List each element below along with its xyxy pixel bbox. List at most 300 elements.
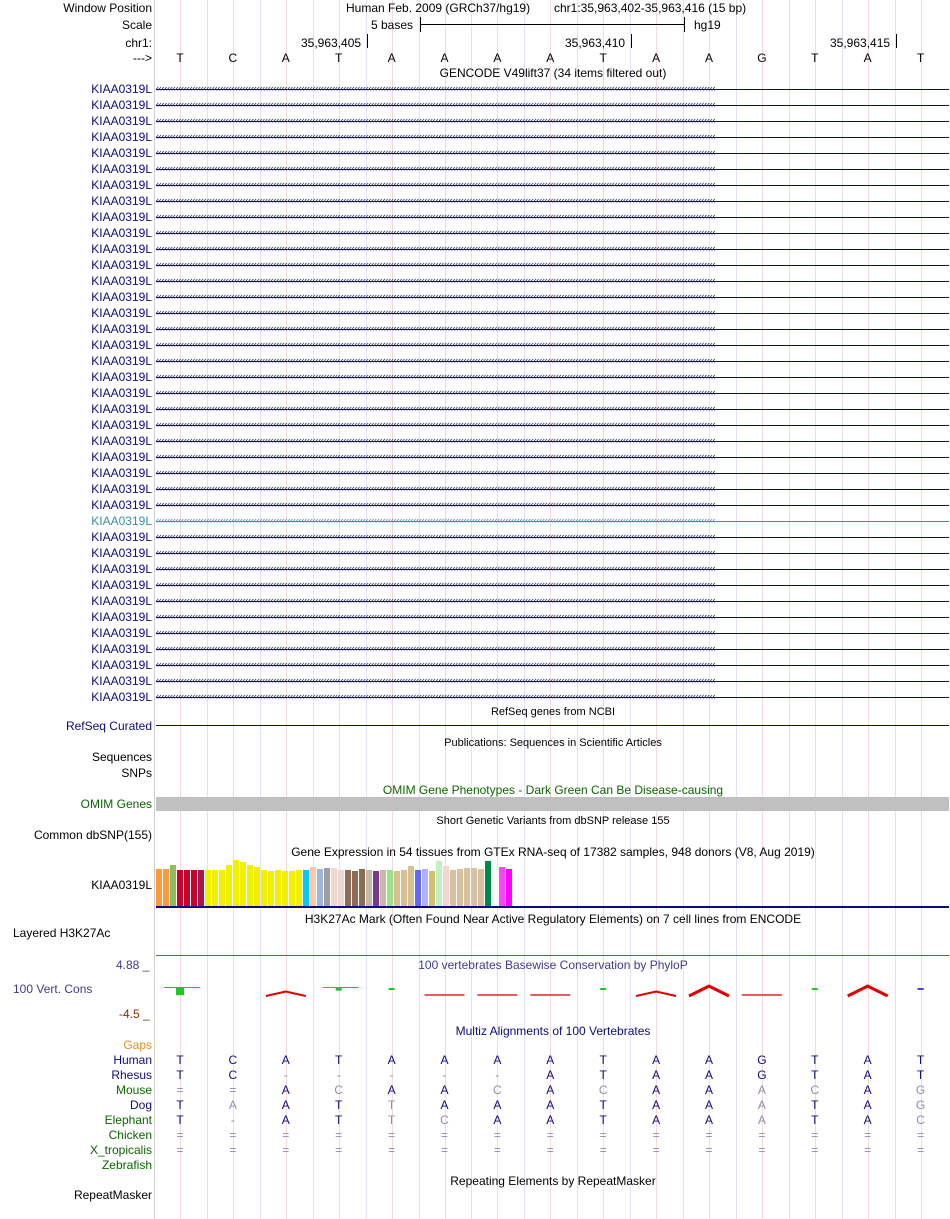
strand-arrows: ‹‹‹‹‹‹‹‹‹‹‹‹‹‹‹‹‹‹‹‹‹‹‹‹‹‹‹‹‹‹‹‹‹‹‹‹‹‹‹‹‹‹‹‹‹‹‹‹‹‹‹‹‹‹‹‹‹‹‹‹‹‹‹‹‹‹‹‹‹‹‹‹‹‹‹‹‹‹‹‹‹‹‹‹‹‹‹‹‹‹‹‹‹‹‹‹‹‹‹‹‹‹‹‹‹‹‹‹‹‹‹‹‹‹‹‹‹‹‹‹‹‹‹‹‹‹‹‹‹‹‹‹‹‹‹‹‹‹‹‹‹‹‹‹‹‹‹‹‹‹‹‹‹‹‹‹‹‹‹‹‹‹‹‹‹‹‹‹‹‹‹‹‹‹‹‹‹‹‹‹‹‹‹‹‹‹‹‹‹‹‹‹‹‹‹‹‹‹‹‹ [156,117,716,125]
phylop-label[interactable]: 100 Vert. Cons [13,982,93,996]
gencode-transcript[interactable] [156,517,949,526]
phylop-bar [600,988,606,990]
strand-arrows: ‹‹‹‹‹‹‹‹‹‹‹‹‹‹‹‹‹‹‹‹‹‹‹‹‹‹‹‹‹‹‹‹‹‹‹‹‹‹‹‹‹‹‹‹‹‹‹‹‹‹‹‹‹‹‹‹‹‹‹‹‹‹‹‹‹‹‹‹‹‹‹‹‹‹‹‹‹‹‹‹‹‹‹‹‹‹‹‹‹‹‹‹‹‹‹‹‹‹‹‹‹‹‹‹‹‹‹‹‹‹‹‹‹‹‹‹‹‹‹‹‹‹‹‹‹‹‹‹‹‹‹‹‹‹‹‹‹‹‹‹‹‹‹‹‹‹‹‹‹‹‹‹‹‹‹‹‹‹‹‹‹‹‹‹‹‹‹‹‹‹‹‹‹‹‹‹‹‹‹‹‹‹‹‹‹‹‹‹‹‹‹‹‹‹‹‹‹‹‹‹ [156,661,716,669]
gencode-transcript[interactable] [156,437,949,446]
gencode-gene-label[interactable]: KIAA0319L [91,402,152,416]
gtex-tissue-bar[interactable] [268,871,274,906]
tick-label: 35,963,405 [301,36,362,50]
multiz-species-label[interactable]: X_tropicalis [89,1143,152,1157]
gtex-tissue-bar[interactable] [394,871,400,906]
gencode-gene-label[interactable]: KIAA0319L [91,210,152,224]
strand-arrows: ‹‹‹‹‹‹‹‹‹‹‹‹‹‹‹‹‹‹‹‹‹‹‹‹‹‹‹‹‹‹‹‹‹‹‹‹‹‹‹‹‹‹‹‹‹‹‹‹‹‹‹‹‹‹‹‹‹‹‹‹‹‹‹‹‹‹‹‹‹‹‹‹‹‹‹‹‹‹‹‹‹‹‹‹‹‹‹‹‹‹‹‹‹‹‹‹‹‹‹‹‹‹‹‹‹‹‹‹‹‹‹‹‹‹‹‹‹‹‹‹‹‹‹‹‹‹‹‹‹‹‹‹‹‹‹‹‹‹‹‹‹‹‹‹‹‹‹‹‹‹‹‹‹‹‹‹‹‹‹‹‹‹‹‹‹‹‹‹‹‹‹‹‹‹‹‹‹‹‹‹‹‹‹‹‹‹‹‹‹‹‹‹‹‹‹‹‹‹‹‹ [156,533,716,541]
gencode-transcript[interactable] [156,373,949,382]
strand-arrows: ‹‹‹‹‹‹‹‹‹‹‹‹‹‹‹‹‹‹‹‹‹‹‹‹‹‹‹‹‹‹‹‹‹‹‹‹‹‹‹‹‹‹‹‹‹‹‹‹‹‹‹‹‹‹‹‹‹‹‹‹‹‹‹‹‹‹‹‹‹‹‹‹‹‹‹‹‹‹‹‹‹‹‹‹‹‹‹‹‹‹‹‹‹‹‹‹‹‹‹‹‹‹‹‹‹‹‹‹‹‹‹‹‹‹‹‹‹‹‹‹‹‹‹‹‹‹‹‹‹‹‹‹‹‹‹‹‹‹‹‹‹‹‹‹‹‹‹‹‹‹‹‹‹‹‹‹‹‹‹‹‹‹‹‹‹‹‹‹‹‹‹‹‹‹‹‹‹‹‹‹‹‹‹‹‹‹‹‹‹‹‹‹‹‹‹‹‹‹‹‹ [156,165,716,173]
gtex-tissue-bar[interactable] [352,871,358,906]
gtex-tissue-bar[interactable] [310,867,316,906]
gtex-tissue-bar[interactable] [317,869,323,906]
multiz-base: A [704,1083,713,1097]
gencode-transcript[interactable] [156,309,949,318]
gtex-tissue-bar[interactable] [303,870,309,906]
multiz-species-label[interactable]: Human [113,1053,152,1067]
strand-arrows: ‹‹‹‹‹‹‹‹‹‹‹‹‹‹‹‹‹‹‹‹‹‹‹‹‹‹‹‹‹‹‹‹‹‹‹‹‹‹‹‹‹‹‹‹‹‹‹‹‹‹‹‹‹‹‹‹‹‹‹‹‹‹‹‹‹‹‹‹‹‹‹‹‹‹‹‹‹‹‹‹‹‹‹‹‹‹‹‹‹‹‹‹‹‹‹‹‹‹‹‹‹‹‹‹‹‹‹‹‹‹‹‹‹‹‹‹‹‹‹‹‹‹‹‹‹‹‹‹‹‹‹‹‹‹‹‹‹‹‹‹‹‹‹‹‹‹‹‹‹‹‹‹‹‹‹‹‹‹‹‹‹‹‹‹‹‹‹‹‹‹‹‹‹‹‹‹‹‹‹‹‹‹‹‹‹‹‹‹‹‹‹‹‹‹‹‹‹‹‹‹ [156,597,716,605]
multiz-base: T [335,1053,343,1067]
gencode-transcript[interactable] [156,693,949,702]
gencode-transcript[interactable] [156,565,949,574]
multiz-base: A [546,1068,555,1082]
multiz-base: T [811,1068,819,1082]
gencode-gene-label[interactable]: KIAA0319L [91,498,152,512]
gencode-transcript[interactable] [156,341,949,350]
gtex-tissue-bar[interactable] [338,870,344,906]
gencode-gene-label[interactable]: KIAA0319L [91,594,152,608]
multiz-base: C [228,1068,238,1082]
multiz-base: A [863,1053,872,1067]
gencode-title[interactable]: GENCODE V49lift37 (34 items filtered out) [439,66,667,80]
multiz-base: A [863,1083,872,1097]
multiz-base: A [546,1053,555,1067]
gtex-tissue-bar[interactable] [457,869,463,906]
multiz-base: = [864,1128,872,1142]
multiz-base: = [546,1128,554,1142]
multiz-base: A [281,1098,290,1112]
gencode-transcript[interactable] [156,453,949,462]
multiz-species-label[interactable]: Rhesus [111,1068,152,1082]
dbsnp-label[interactable]: Common dbSNP(155) [33,828,152,842]
multiz-base: A [440,1098,449,1112]
gtex-tissue-bar[interactable] [282,871,288,906]
gencode-transcript[interactable] [156,293,949,302]
multiz-base: A [387,1053,396,1067]
multiz-base: - [495,1068,500,1082]
gtex-tissue-bar[interactable] [429,871,435,906]
multiz-base: = [176,1143,184,1157]
dna-base: A [863,51,872,65]
multiz-base: = [282,1128,290,1142]
gtex-tissue-bar[interactable] [275,870,281,906]
gencode-transcript[interactable] [156,325,949,334]
multiz-base: T [916,1068,925,1082]
gtex-baseline [156,906,949,908]
gtex-label[interactable]: KIAA0319L [91,878,152,892]
multiz-base: T [335,1113,343,1127]
gtex-tissue-bar[interactable] [415,870,421,906]
gencode-gene-label[interactable]: KIAA0319L [91,306,152,320]
gencode-transcript[interactable] [156,597,949,606]
gtex-tissue-bar[interactable] [289,871,295,906]
strand-label[interactable]: ---> [133,51,152,65]
gtex-tissue-bar[interactable] [212,870,218,906]
multiz-base: = [546,1143,554,1157]
strand-arrows: ‹‹‹‹‹‹‹‹‹‹‹‹‹‹‹‹‹‹‹‹‹‹‹‹‹‹‹‹‹‹‹‹‹‹‹‹‹‹‹‹‹‹‹‹‹‹‹‹‹‹‹‹‹‹‹‹‹‹‹‹‹‹‹‹‹‹‹‹‹‹‹‹‹‹‹‹‹‹‹‹‹‹‹‹‹‹‹‹‹‹‹‹‹‹‹‹‹‹‹‹‹‹‹‹‹‹‹‹‹‹‹‹‹‹‹‹‹‹‹‹‹‹‹‹‹‹‹‹‹‹‹‹‹‹‹‹‹‹‹‹‹‹‹‹‹‹‹‹‹‹‹‹‹‹‹‹‹‹‹‹‹‹‹‹‹‹‹‹‹‹‹‹‹‹‹‹‹‹‹‹‹‹‹‹‹‹‹‹‹‹‹‹‹‹‹‹‹‹‹‹ [156,245,716,253]
multiz-species-label[interactable]: Elephant [104,1113,152,1127]
strand-arrows: ‹‹‹‹‹‹‹‹‹‹‹‹‹‹‹‹‹‹‹‹‹‹‹‹‹‹‹‹‹‹‹‹‹‹‹‹‹‹‹‹‹‹‹‹‹‹‹‹‹‹‹‹‹‹‹‹‹‹‹‹‹‹‹‹‹‹‹‹‹‹‹‹‹‹‹‹‹‹‹‹‹‹‹‹‹‹‹‹‹‹‹‹‹‹‹‹‹‹‹‹‹‹‹‹‹‹‹‹‹‹‹‹‹‹‹‹‹‹‹‹‹‹‹‹‹‹‹‹‹‹‹‹‹‹‹‹‹‹‹‹‹‹‹‹‹‹‹‹‹‹‹‹‹‹‹‹‹‹‹‹‹‹‹‹‹‹‹‹‹‹‹‹‹‹‹‹‹‹‹‹‹‹‹‹‹‹‹‹‹‹‹‹‹‹‹‹‹‹‹‹ [156,293,716,301]
multiz-base: = [599,1128,607,1142]
gencode-gene-label[interactable]: KIAA0319L [91,418,152,432]
dna-base: G [757,51,767,65]
phylop-baseline-seg [164,987,200,988]
multiz-base: = [335,1128,343,1142]
gencode-transcript[interactable] [156,133,949,142]
multiz-species-label[interactable]: Dog [129,1098,152,1112]
gtex-tissue-bar[interactable] [373,871,379,906]
gencode-gene-label[interactable]: KIAA0319L [91,610,152,624]
gencode-transcript[interactable] [156,389,949,398]
multiz-base: A [652,1098,661,1112]
strand-arrows: ‹‹‹‹‹‹‹‹‹‹‹‹‹‹‹‹‹‹‹‹‹‹‹‹‹‹‹‹‹‹‹‹‹‹‹‹‹‹‹‹‹‹‹‹‹‹‹‹‹‹‹‹‹‹‹‹‹‹‹‹‹‹‹‹‹‹‹‹‹‹‹‹‹‹‹‹‹‹‹‹‹‹‹‹‹‹‹‹‹‹‹‹‹‹‹‹‹‹‹‹‹‹‹‹‹‹‹‹‹‹‹‹‹‹‹‹‹‹‹‹‹‹‹‹‹‹‹‹‹‹‹‹‹‹‹‹‹‹‹‹‹‹‹‹‹‹‹‹‹‹‹‹‹‹‹‹‹‹‹‹‹‹‹‹‹‹‹‹‹‹‹‹‹‹‹‹‹‹‹‹‹‹‹‹‹‹‹‹‹‹‹‹‹‹‹‹‹‹‹‹ [156,549,716,557]
multiz-base: T [599,1113,607,1127]
gencode-gene-label[interactable]: KIAA0319L [91,290,152,304]
phylop-plot[interactable] [156,970,950,1020]
gencode-gene-label[interactable]: KIAA0319L [91,658,152,672]
repeatmasker-label[interactable]: RepeatMasker [73,1188,152,1202]
refseq-gene-line[interactable] [156,725,949,726]
gencode-transcript[interactable] [156,213,949,222]
gtex-title[interactable]: Gene Expression in 54 tissues from GTEx RNA-seq of 17382 samples, 948 donors (V8, Aug 2019) [291,845,815,859]
gtex-tissue-bar[interactable] [331,868,337,906]
omim-label[interactable]: OMIM Genes [80,797,152,811]
scale-bar-left-cap [420,17,421,32]
gencode-transcript[interactable] [156,197,949,206]
gtex-tissue-bar[interactable] [177,870,183,906]
multiz-base: - [389,1068,394,1082]
multiz-base: = [388,1143,396,1157]
gencode-gene-label[interactable]: KIAA0319L [91,674,152,688]
gtex-tissue-bar[interactable] [205,870,211,906]
strand-arrows: ‹‹‹‹‹‹‹‹‹‹‹‹‹‹‹‹‹‹‹‹‹‹‹‹‹‹‹‹‹‹‹‹‹‹‹‹‹‹‹‹‹‹‹‹‹‹‹‹‹‹‹‹‹‹‹‹‹‹‹‹‹‹‹‹‹‹‹‹‹‹‹‹‹‹‹‹‹‹‹‹‹‹‹‹‹‹‹‹‹‹‹‹‹‹‹‹‹‹‹‹‹‹‹‹‹‹‹‹‹‹‹‹‹‹‹‹‹‹‹‹‹‹‹‹‹‹‹‹‹‹‹‹‹‹‹‹‹‹‹‹‹‹‹‹‹‹‹‹‹‹‹‹‹‹‹‹‹‹‹‹‹‹‹‹‹‹‹‹‹‹‹‹‹‹‹‹‹‹‹‹‹‹‹‹‹‹‹‹‹‹‹‹‹‹‹‹‹‹‹‹ [156,229,716,237]
multiz-base: A [704,1053,713,1067]
window-position-label: Window Position [63,1,152,15]
publications-snps-label[interactable]: SNPs [121,766,152,780]
strand-arrows: ‹‹‹‹‹‹‹‹‹‹‹‹‹‹‹‹‹‹‹‹‹‹‹‹‹‹‹‹‹‹‹‹‹‹‹‹‹‹‹‹‹‹‹‹‹‹‹‹‹‹‹‹‹‹‹‹‹‹‹‹‹‹‹‹‹‹‹‹‹‹‹‹‹‹‹‹‹‹‹‹‹‹‹‹‹‹‹‹‹‹‹‹‹‹‹‹‹‹‹‹‹‹‹‹‹‹‹‹‹‹‹‹‹‹‹‹‹‹‹‹‹‹‹‹‹‹‹‹‹‹‹‹‹‹‹‹‹‹‹‹‹‹‹‹‹‹‹‹‹‹‹‹‹‹‹‹‹‹‹‹‹‹‹‹‹‹‹‹‹‹‹‹‹‹‹‹‹‹‹‹‹‹‹‹‹‹‹‹‹‹‹‹‹‹‹‹‹‹‹‹ [156,693,716,701]
label-divider [154,0,155,1219]
gencode-transcript[interactable] [156,117,949,126]
multiz-base: T [335,1098,343,1112]
multiz-species-label[interactable]: Mouse [115,1083,152,1097]
multiz-base: A [228,1098,237,1112]
gtex-tissue-bar[interactable] [198,870,204,906]
gencode-gene-label[interactable]: KIAA0319L [91,146,152,160]
strand-arrows: ‹‹‹‹‹‹‹‹‹‹‹‹‹‹‹‹‹‹‹‹‹‹‹‹‹‹‹‹‹‹‹‹‹‹‹‹‹‹‹‹‹‹‹‹‹‹‹‹‹‹‹‹‹‹‹‹‹‹‹‹‹‹‹‹‹‹‹‹‹‹‹‹‹‹‹‹‹‹‹‹‹‹‹‹‹‹‹‹‹‹‹‹‹‹‹‹‹‹‹‹‹‹‹‹‹‹‹‹‹‹‹‹‹‹‹‹‹‹‹‹‹‹‹‹‹‹‹‹‹‹‹‹‹‹‹‹‹‹‹‹‹‹‹‹‹‹‹‹‹‹‹‹‹‹‹‹‹‹‹‹‹‹‹‹‹‹‹‹‹‹‹‹‹‹‹‹‹‹‹‹‹‹‹‹‹‹‹‹‹‹‹‹‹‹‹‹‹‹‹‹ [156,261,716,269]
assembly-text: Human Feb. 2009 (GRCh37/hg19) [346,1,531,15]
gencode-transcript[interactable] [156,101,949,110]
gtex-tissue-bar[interactable] [366,870,372,906]
refseq-label[interactable]: RefSeq Curated [65,719,152,733]
multiz-base: = [917,1143,925,1157]
phylop-bar [176,988,184,995]
gencode-gene-label[interactable]: KIAA0319L [91,546,152,560]
gtex-tissue-bar[interactable] [436,861,442,906]
gencode-gene-label[interactable]: KIAA0319L [91,434,152,448]
multiz-species-label[interactable]: Chicken [108,1128,152,1142]
multiz-base: = [758,1143,766,1157]
gencode-transcript[interactable] [156,245,949,254]
gtex-tissue-bar[interactable] [261,870,267,906]
dbsnp-title[interactable]: Short Genetic Variants from dbSNP release 155 [436,815,670,827]
strand-arrows: ‹‹‹‹‹‹‹‹‹‹‹‹‹‹‹‹‹‹‹‹‹‹‹‹‹‹‹‹‹‹‹‹‹‹‹‹‹‹‹‹‹‹‹‹‹‹‹‹‹‹‹‹‹‹‹‹‹‹‹‹‹‹‹‹‹‹‹‹‹‹‹‹‹‹‹‹‹‹‹‹‹‹‹‹‹‹‹‹‹‹‹‹‹‹‹‹‹‹‹‹‹‹‹‹‹‹‹‹‹‹‹‹‹‹‹‹‹‹‹‹‹‹‹‹‹‹‹‹‹‹‹‹‹‹‹‹‹‹‹‹‹‹‹‹‹‹‹‹‹‹‹‹‹‹‹‹‹‹‹‹‹‹‹‹‹‹‹‹‹‹‹‹‹‹‹‹‹‹‹‹‹‹‹‹‹‹‹‹‹‹‹‹‹‹‹‹‹‹‹‹ [156,581,716,589]
multiz-base: = [176,1128,184,1142]
multiz-base: A [281,1083,290,1097]
multiz-base: A [440,1083,449,1097]
gencode-gene-label[interactable]: KIAA0319L [91,562,152,576]
tick-label: 35,963,410 [565,36,626,50]
tick-mark [367,34,368,48]
multiz-base: A [546,1098,555,1112]
gencode-transcript[interactable] [156,661,949,670]
multiz-base: A [704,1113,713,1127]
strand-arrows: ‹‹‹‹‹‹‹‹‹‹‹‹‹‹‹‹‹‹‹‹‹‹‹‹‹‹‹‹‹‹‹‹‹‹‹‹‹‹‹‹‹‹‹‹‹‹‹‹‹‹‹‹‹‹‹‹‹‹‹‹‹‹‹‹‹‹‹‹‹‹‹‹‹‹‹‹‹‹‹‹‹‹‹‹‹‹‹‹‹‹‹‹‹‹‹‹‹‹‹‹‹‹‹‹‹‹‹‹‹‹‹‹‹‹‹‹‹‹‹‹‹‹‹‹‹‹‹‹‹‹‹‹‹‹‹‹‹‹‹‹‹‹‹‹‹‹‹‹‹‹‹‹‹‹‹‹‹‹‹‹‹‹‹‹‹‹‹‹‹‹‹‹‹‹‹‹‹‹‹‹‹‹‹‹‹‹‹‹‹‹‹‹‹‹‹‹‹‹‹‹ [156,517,716,525]
gencode-transcript[interactable] [156,501,949,510]
strand-arrows: ‹‹‹‹‹‹‹‹‹‹‹‹‹‹‹‹‹‹‹‹‹‹‹‹‹‹‹‹‹‹‹‹‹‹‹‹‹‹‹‹‹‹‹‹‹‹‹‹‹‹‹‹‹‹‹‹‹‹‹‹‹‹‹‹‹‹‹‹‹‹‹‹‹‹‹‹‹‹‹‹‹‹‹‹‹‹‹‹‹‹‹‹‹‹‹‹‹‹‹‹‹‹‹‹‹‹‹‹‹‹‹‹‹‹‹‹‹‹‹‹‹‹‹‹‹‹‹‹‹‹‹‹‹‹‹‹‹‹‹‹‹‹‹‹‹‹‹‹‹‹‹‹‹‹‹‹‹‹‹‹‹‹‹‹‹‹‹‹‹‹‹‹‹‹‹‹‹‹‹‹‹‹‹‹‹‹‹‹‹‹‹‹‹‹‹‹‹‹‹‹ [156,629,716,637]
gencode-gene-label[interactable]: KIAA0319L [91,226,152,240]
phylop-min-label: -4.5 _ [119,1007,150,1021]
gtex-tissue-bar[interactable] [219,870,225,906]
multiz-base: T [599,1098,607,1112]
gencode-gene-label[interactable]: KIAA0319L [91,466,152,480]
gencode-transcript[interactable] [156,181,949,190]
gtex-tissue-bar[interactable] [478,869,484,906]
h3k27ac-title[interactable]: H3K27Ac Mark (Often Found Near Active Regulatory Elements) on 7 cell lines from ENCODE [304,912,802,926]
gencode-gene-label[interactable]: KIAA0319L [91,690,152,704]
gencode-transcript[interactable] [156,629,949,638]
gtex-tissue-bar[interactable] [450,870,456,906]
scale-bar [420,24,684,25]
multiz-base: T [811,1113,819,1127]
multiz-base: - [283,1068,288,1082]
phylop-peak [848,986,888,996]
gtex-tissue-bar[interactable] [247,865,253,906]
gtex-tissue-bar[interactable] [233,860,239,906]
gtex-tissue-bar[interactable] [296,870,302,906]
multiz-base: T [599,1053,607,1067]
strand-arrows: ‹‹‹‹‹‹‹‹‹‹‹‹‹‹‹‹‹‹‹‹‹‹‹‹‹‹‹‹‹‹‹‹‹‹‹‹‹‹‹‹‹‹‹‹‹‹‹‹‹‹‹‹‹‹‹‹‹‹‹‹‹‹‹‹‹‹‹‹‹‹‹‹‹‹‹‹‹‹‹‹‹‹‹‹‹‹‹‹‹‹‹‹‹‹‹‹‹‹‹‹‹‹‹‹‹‹‹‹‹‹‹‹‹‹‹‹‹‹‹‹‹‹‹‹‹‹‹‹‹‹‹‹‹‹‹‹‹‹‹‹‹‹‹‹‹‹‹‹‹‹‹‹‹‹‹‹‹‹‹‹‹‹‹‹‹‹‹‹‹‹‹‹‹‹‹‹‹‹‹‹‹‹‹‹‹‹‹‹‹‹‹‹‹‹‹‹‹‹‹‹ [156,133,716,141]
scale-bar-right-cap [684,17,685,32]
strand-arrows: ‹‹‹‹‹‹‹‹‹‹‹‹‹‹‹‹‹‹‹‹‹‹‹‹‹‹‹‹‹‹‹‹‹‹‹‹‹‹‹‹‹‹‹‹‹‹‹‹‹‹‹‹‹‹‹‹‹‹‹‹‹‹‹‹‹‹‹‹‹‹‹‹‹‹‹‹‹‹‹‹‹‹‹‹‹‹‹‹‹‹‹‹‹‹‹‹‹‹‹‹‹‹‹‹‹‹‹‹‹‹‹‹‹‹‹‹‹‹‹‹‹‹‹‹‹‹‹‹‹‹‹‹‹‹‹‹‹‹‹‹‹‹‹‹‹‹‹‹‹‹‹‹‹‹‹‹‹‹‹‹‹‹‹‹‹‹‹‹‹‹‹‹‹‹‹‹‹‹‹‹‹‹‹‹‹‹‹‹‹‹‹‹‹‹‹‹‹‹‹‹ [156,101,716,109]
multiz-base: = [440,1128,448,1142]
gtex-tissue-bar[interactable] [156,869,162,906]
strand-arrows: ‹‹‹‹‹‹‹‹‹‹‹‹‹‹‹‹‹‹‹‹‹‹‹‹‹‹‹‹‹‹‹‹‹‹‹‹‹‹‹‹‹‹‹‹‹‹‹‹‹‹‹‹‹‹‹‹‹‹‹‹‹‹‹‹‹‹‹‹‹‹‹‹‹‹‹‹‹‹‹‹‹‹‹‹‹‹‹‹‹‹‹‹‹‹‹‹‹‹‹‹‹‹‹‹‹‹‹‹‹‹‹‹‹‹‹‹‹‹‹‹‹‹‹‹‹‹‹‹‹‹‹‹‹‹‹‹‹‹‹‹‹‹‹‹‹‹‹‹‹‹‹‹‹‹‹‹‹‹‹‹‹‹‹‹‹‹‹‹‹‹‹‹‹‹‹‹‹‹‹‹‹‹‹‹‹‹‹‹‹‹‹‹‹‹‹‹‹‹‹‹ [156,213,716,221]
strand-arrows: ‹‹‹‹‹‹‹‹‹‹‹‹‹‹‹‹‹‹‹‹‹‹‹‹‹‹‹‹‹‹‹‹‹‹‹‹‹‹‹‹‹‹‹‹‹‹‹‹‹‹‹‹‹‹‹‹‹‹‹‹‹‹‹‹‹‹‹‹‹‹‹‹‹‹‹‹‹‹‹‹‹‹‹‹‹‹‹‹‹‹‹‹‹‹‹‹‹‹‹‹‹‹‹‹‹‹‹‹‹‹‹‹‹‹‹‹‹‹‹‹‹‹‹‹‹‹‹‹‹‹‹‹‹‹‹‹‹‹‹‹‹‹‹‹‹‹‹‹‹‹‹‹‹‹‹‹‹‹‹‹‹‹‹‹‹‹‹‹‹‹‹‹‹‹‹‹‹‹‹‹‹‹‹‹‹‹‹‹‹‹‹‹‹‹‹‹‹‹‹‹ [156,645,716,653]
gencode-transcript[interactable] [156,277,949,286]
multiz-base: = [917,1128,925,1142]
multiz-base: = [705,1128,713,1142]
gencode-gene-label[interactable]: KIAA0319L [91,450,152,464]
publications-sequences-label[interactable]: Sequences [91,750,152,764]
gtex-tissue-bar[interactable] [492,868,498,906]
multiz-base: = [705,1143,713,1157]
gtex-tissue-bar[interactable] [163,869,169,906]
gencode-transcript[interactable] [156,469,949,478]
gtex-tissue-bar[interactable] [422,869,428,906]
multiz-base: = [493,1128,501,1142]
strand-arrows: ‹‹‹‹‹‹‹‹‹‹‹‹‹‹‹‹‹‹‹‹‹‹‹‹‹‹‹‹‹‹‹‹‹‹‹‹‹‹‹‹‹‹‹‹‹‹‹‹‹‹‹‹‹‹‹‹‹‹‹‹‹‹‹‹‹‹‹‹‹‹‹‹‹‹‹‹‹‹‹‹‹‹‹‹‹‹‹‹‹‹‹‹‹‹‹‹‹‹‹‹‹‹‹‹‹‹‹‹‹‹‹‹‹‹‹‹‹‹‹‹‹‹‹‹‹‹‹‹‹‹‹‹‹‹‹‹‹‹‹‹‹‹‹‹‹‹‹‹‹‹‹‹‹‹‹‹‹‹‹‹‹‹‹‹‹‹‹‹‹‹‹‹‹‹‹‹‹‹‹‹‹‹‹‹‹‹‹‹‹‹‹‹‹‹‹‹‹‹‹‹ [156,325,716,333]
gencode-gene-label[interactable]: KIAA0319L [91,642,152,656]
multiz-base: A [757,1113,766,1127]
gencode-gene-label[interactable]: KIAA0319L [91,130,152,144]
gtex-tissue-bar[interactable] [499,867,505,906]
multiz-base: = [811,1143,819,1157]
multiz-base: = [758,1128,766,1142]
phylop-peak [689,986,729,996]
gtex-tissue-bar[interactable] [464,868,470,906]
omim-title[interactable]: OMIM Gene Phenotypes - Dark Green Can Be Disease-causing [382,783,724,797]
scale-db: hg19 [694,18,721,32]
multiz-title[interactable]: Multiz Alignments of 100 Vertebrates [455,1024,651,1038]
multiz-base: = [440,1143,448,1157]
multiz-base: C [810,1083,820,1097]
gencode-transcript[interactable] [156,165,949,174]
gencode-gene-label[interactable]: KIAA0319L [91,162,152,176]
strand-arrows: ‹‹‹‹‹‹‹‹‹‹‹‹‹‹‹‹‹‹‹‹‹‹‹‹‹‹‹‹‹‹‹‹‹‹‹‹‹‹‹‹‹‹‹‹‹‹‹‹‹‹‹‹‹‹‹‹‹‹‹‹‹‹‹‹‹‹‹‹‹‹‹‹‹‹‹‹‹‹‹‹‹‹‹‹‹‹‹‹‹‹‹‹‹‹‹‹‹‹‹‹‹‹‹‹‹‹‹‹‹‹‹‹‹‹‹‹‹‹‹‹‹‹‹‹‹‹‹‹‹‹‹‹‹‹‹‹‹‹‹‹‹‹‹‹‹‹‹‹‹‹‹‹‹‹‹‹‹‹‹‹‹‹‹‹‹‹‹‹‹‹‹‹‹‹‹‹‹‹‹‹‹‹‹‹‹‹‹‹‹‹‹‹‹‹‹‹‹‹‹‹ [156,309,716,317]
multiz-base: C [598,1083,608,1097]
gencode-transcript[interactable] [156,421,949,430]
phylop-bar [530,994,570,996]
multiz-base: G [757,1068,767,1082]
gencode-transcript[interactable] [156,533,949,542]
gencode-transcript[interactable] [156,677,949,686]
gencode-transcript[interactable] [156,485,949,494]
scale-label: Scale [121,18,152,32]
multiz-base: T [176,1068,184,1082]
multiz-base: A [281,1053,290,1067]
gtex-tissue-bar[interactable] [506,869,512,906]
multiz-base: A [652,1068,661,1082]
gencode-transcript[interactable] [156,261,949,270]
strand-arrows: ‹‹‹‹‹‹‹‹‹‹‹‹‹‹‹‹‹‹‹‹‹‹‹‹‹‹‹‹‹‹‹‹‹‹‹‹‹‹‹‹‹‹‹‹‹‹‹‹‹‹‹‹‹‹‹‹‹‹‹‹‹‹‹‹‹‹‹‹‹‹‹‹‹‹‹‹‹‹‹‹‹‹‹‹‹‹‹‹‹‹‹‹‹‹‹‹‹‹‹‹‹‹‹‹‹‹‹‹‹‹‹‹‹‹‹‹‹‹‹‹‹‹‹‹‹‹‹‹‹‹‹‹‹‹‹‹‹‹‹‹‹‹‹‹‹‹‹‹‹‹‹‹‹‹‹‹‹‹‹‹‹‹‹‹‹‹‹‹‹‹‹‹‹‹‹‹‹‹‹‹‹‹‹‹‹‹‹‹‹‹‹‹‹‹‹‹‹‹‹‹ [156,373,716,381]
gencode-gene-label[interactable]: KIAA0319L [91,194,152,208]
multiz-base: A [546,1113,555,1127]
gencode-gene-label[interactable]: KIAA0319L [91,386,152,400]
gencode-gene-label[interactable]: KIAA0319L [91,274,152,288]
dna-base: A [281,51,290,65]
multiz-base: A [863,1068,872,1082]
dna-base: C [228,51,238,65]
gencode-transcript[interactable] [156,357,949,366]
gencode-transcript[interactable] [156,549,949,558]
gencode-gene-label[interactable]: KIAA0319L [91,178,152,192]
gencode-gene-label[interactable]: KIAA0319L [91,82,152,96]
gtex-tissue-bar[interactable] [254,867,260,906]
multiz-base: - [336,1068,341,1082]
gtex-tissue-bar[interactable] [345,870,351,906]
multiz-base: A [493,1113,502,1127]
multiz-base: A [704,1068,713,1082]
omim-bar[interactable] [156,797,949,811]
multiz-base: T [916,1053,925,1067]
gencode-gene-label[interactable]: KIAA0319L [91,626,152,640]
publications-title[interactable]: Publications: Sequences in Scientific Articles [444,737,662,749]
dna-base: T [176,51,184,65]
gtex-tissue-bar[interactable] [387,870,393,906]
multiz-base: A [652,1083,661,1097]
multiz-base: G [915,1083,926,1097]
gtex-tissue-bar[interactable] [359,869,365,906]
multiz-base: = [229,1128,237,1142]
refseq-title[interactable]: RefSeq genes from NCBI [490,706,616,718]
multiz-base: = [864,1143,872,1157]
strand-arrows: ‹‹‹‹‹‹‹‹‹‹‹‹‹‹‹‹‹‹‹‹‹‹‹‹‹‹‹‹‹‹‹‹‹‹‹‹‹‹‹‹‹‹‹‹‹‹‹‹‹‹‹‹‹‹‹‹‹‹‹‹‹‹‹‹‹‹‹‹‹‹‹‹‹‹‹‹‹‹‹‹‹‹‹‹‹‹‹‹‹‹‹‹‹‹‹‹‹‹‹‹‹‹‹‹‹‹‹‹‹‹‹‹‹‹‹‹‹‹‹‹‹‹‹‹‹‹‹‹‹‹‹‹‹‹‹‹‹‹‹‹‹‹‹‹‹‹‹‹‹‹‹‹‹‹‹‹‹‹‹‹‹‹‹‹‹‹‹‹‹‹‹‹‹‹‹‹‹‹‹‹‹‹‹‹‹‹‹‹‹‹‹‹‹‹‹‹‹‹‹‹ [156,613,716,621]
gencode-transcript[interactable] [156,405,949,414]
tick-mark [896,34,897,48]
gtex-tissue-bar[interactable] [170,865,176,906]
gtex-tissue-bar[interactable] [380,870,386,906]
gencode-transcript[interactable] [156,229,949,238]
multiz-base: = [652,1143,660,1157]
dna-base: T [599,51,607,65]
gencode-gene-label[interactable]: KIAA0319L [91,530,152,544]
multiz-base: = [599,1143,607,1157]
multiz-base: T [599,1068,607,1082]
multiz-base: C [916,1113,925,1127]
multiz-base: = [493,1143,501,1157]
gencode-gene-label[interactable]: KIAA0319L [91,338,152,352]
strand-arrows: ‹‹‹‹‹‹‹‹‹‹‹‹‹‹‹‹‹‹‹‹‹‹‹‹‹‹‹‹‹‹‹‹‹‹‹‹‹‹‹‹‹‹‹‹‹‹‹‹‹‹‹‹‹‹‹‹‹‹‹‹‹‹‹‹‹‹‹‹‹‹‹‹‹‹‹‹‹‹‹‹‹‹‹‹‹‹‹‹‹‹‹‹‹‹‹‹‹‹‹‹‹‹‹‹‹‹‹‹‹‹‹‹‹‹‹‹‹‹‹‹‹‹‹‹‹‹‹‹‹‹‹‹‹‹‹‹‹‹‹‹‹‹‹‹‹‹‹‹‹‹‹‹‹‹‹‹‹‹‹‹‹‹‹‹‹‹‹‹‹‹‹‹‹‹‹‹‹‹‹‹‹‹‹‹‹‹‹‹‹‹‹‹‹‹‹‹‹‹‹‹ [156,677,716,685]
phylop-bar [336,988,342,991]
gencode-transcript[interactable] [156,149,949,158]
multiz-base: = [335,1143,343,1157]
position-text[interactable]: chr1:35,963,402-35,963,416 (15 bp) [554,1,747,15]
strand-arrows: ‹‹‹‹‹‹‹‹‹‹‹‹‹‹‹‹‹‹‹‹‹‹‹‹‹‹‹‹‹‹‹‹‹‹‹‹‹‹‹‹‹‹‹‹‹‹‹‹‹‹‹‹‹‹‹‹‹‹‹‹‹‹‹‹‹‹‹‹‹‹‹‹‹‹‹‹‹‹‹‹‹‹‹‹‹‹‹‹‹‹‹‹‹‹‹‹‹‹‹‹‹‹‹‹‹‹‹‹‹‹‹‹‹‹‹‹‹‹‹‹‹‹‹‹‹‹‹‹‹‹‹‹‹‹‹‹‹‹‹‹‹‹‹‹‹‹‹‹‹‹‹‹‹‹‹‹‹‹‹‹‹‹‹‹‹‹‹‹‹‹‹‹‹‹‹‹‹‹‹‹‹‹‹‹‹‹‹‹‹‹‹‹‹‹‹‹‹‹‹‹ [156,421,716,429]
multiz-base: C [493,1083,502,1097]
gencode-transcript[interactable] [156,613,949,622]
strand-arrows: ‹‹‹‹‹‹‹‹‹‹‹‹‹‹‹‹‹‹‹‹‹‹‹‹‹‹‹‹‹‹‹‹‹‹‹‹‹‹‹‹‹‹‹‹‹‹‹‹‹‹‹‹‹‹‹‹‹‹‹‹‹‹‹‹‹‹‹‹‹‹‹‹‹‹‹‹‹‹‹‹‹‹‹‹‹‹‹‹‹‹‹‹‹‹‹‹‹‹‹‹‹‹‹‹‹‹‹‹‹‹‹‹‹‹‹‹‹‹‹‹‹‹‹‹‹‹‹‹‹‹‹‹‹‹‹‹‹‹‹‹‹‹‹‹‹‹‹‹‹‹‹‹‹‹‹‹‹‹‹‹‹‹‹‹‹‹‹‹‹‹‹‹‹‹‹‹‹‹‹‹‹‹‹‹‹‹‹‹‹‹‹‹‹‹‹‹‹‹‹‹ [156,469,716,477]
dna-base: A [704,51,713,65]
phylop-title[interactable]: 100 vertebrates Basewise Conservation by PhyloP [418,958,688,972]
multiz-base: = [176,1083,184,1097]
strand-arrows: ‹‹‹‹‹‹‹‹‹‹‹‹‹‹‹‹‹‹‹‹‹‹‹‹‹‹‹‹‹‹‹‹‹‹‹‹‹‹‹‹‹‹‹‹‹‹‹‹‹‹‹‹‹‹‹‹‹‹‹‹‹‹‹‹‹‹‹‹‹‹‹‹‹‹‹‹‹‹‹‹‹‹‹‹‹‹‹‹‹‹‹‹‹‹‹‹‹‹‹‹‹‹‹‹‹‹‹‹‹‹‹‹‹‹‹‹‹‹‹‹‹‹‹‹‹‹‹‹‹‹‹‹‹‹‹‹‹‹‹‹‹‹‹‹‹‹‹‹‹‹‹‹‹‹‹‹‹‹‹‹‹‹‹‹‹‹‹‹‹‹‹‹‹‹‹‹‹‹‹‹‹‹‹‹‹‹‹‹‹‹‹‹‹‹‹‹‹‹‹‹ [156,277,716,285]
gencode-transcript[interactable] [156,85,949,94]
multiz-base: - [442,1068,447,1082]
phylop-bar [389,988,395,990]
strand-arrows: ‹‹‹‹‹‹‹‹‹‹‹‹‹‹‹‹‹‹‹‹‹‹‹‹‹‹‹‹‹‹‹‹‹‹‹‹‹‹‹‹‹‹‹‹‹‹‹‹‹‹‹‹‹‹‹‹‹‹‹‹‹‹‹‹‹‹‹‹‹‹‹‹‹‹‹‹‹‹‹‹‹‹‹‹‹‹‹‹‹‹‹‹‹‹‹‹‹‹‹‹‹‹‹‹‹‹‹‹‹‹‹‹‹‹‹‹‹‹‹‹‹‹‹‹‹‹‹‹‹‹‹‹‹‹‹‹‹‹‹‹‹‹‹‹‹‹‹‹‹‹‹‹‹‹‹‹‹‹‹‹‹‹‹‹‹‹‹‹‹‹‹‹‹‹‹‹‹‹‹‹‹‹‹‹‹‹‹‹‹‹‹‹‹‹‹‹‹‹‹‹ [156,453,716,461]
multiz-base: T [387,1113,396,1127]
gtex-tissue-bar[interactable] [443,866,449,906]
phylop-bar [918,988,924,990]
dna-base: A [387,51,396,65]
multiz-base: A [757,1098,766,1112]
dna-base: T [335,51,343,65]
gtex-tissue-bar[interactable] [226,865,232,906]
phylop-baseline-seg [323,987,359,988]
gtex-tissue-bar[interactable] [240,862,246,906]
multiz-base: = [811,1128,819,1142]
gtex-tissue-bar[interactable] [401,870,407,906]
gencode-transcript[interactable] [156,581,949,590]
multiz-base: T [811,1098,819,1112]
gencode-gene-label[interactable]: KIAA0319L [91,98,152,112]
gtex-tissue-bar[interactable] [324,868,330,906]
gencode-gene-label[interactable]: KIAA0319L [91,370,152,384]
gtex-tissue-bar[interactable] [184,870,190,906]
multiz-species-label[interactable]: Zebrafish [101,1158,152,1172]
gencode-gene-label[interactable]: KIAA0319L [91,514,152,528]
h3k27ac-label[interactable]: Layered H3K27Ac [13,926,111,940]
gencode-gene-label[interactable]: KIAA0319L [91,354,152,368]
gtex-tissue-bar[interactable] [191,870,197,906]
gencode-transcript[interactable] [156,645,949,654]
gencode-gene-label[interactable]: KIAA0319L [91,258,152,272]
dna-base: A [493,51,502,65]
gtex-tissue-bar[interactable] [471,868,477,906]
gencode-gene-label[interactable]: KIAA0319L [91,482,152,496]
gtex-tissue-bar[interactable] [408,866,414,906]
gencode-gene-label[interactable]: KIAA0319L [91,578,152,592]
gencode-gene-label[interactable]: KIAA0319L [91,242,152,256]
repeatmasker-title[interactable]: Repeating Elements by RepeatMasker [450,1174,656,1188]
gencode-gene-label[interactable]: KIAA0319L [91,322,152,336]
multiz-gaps-label[interactable]: Gaps [123,1038,152,1052]
gtex-tissue-bar[interactable] [485,861,491,906]
gencode-gene-label[interactable]: KIAA0319L [91,114,152,128]
